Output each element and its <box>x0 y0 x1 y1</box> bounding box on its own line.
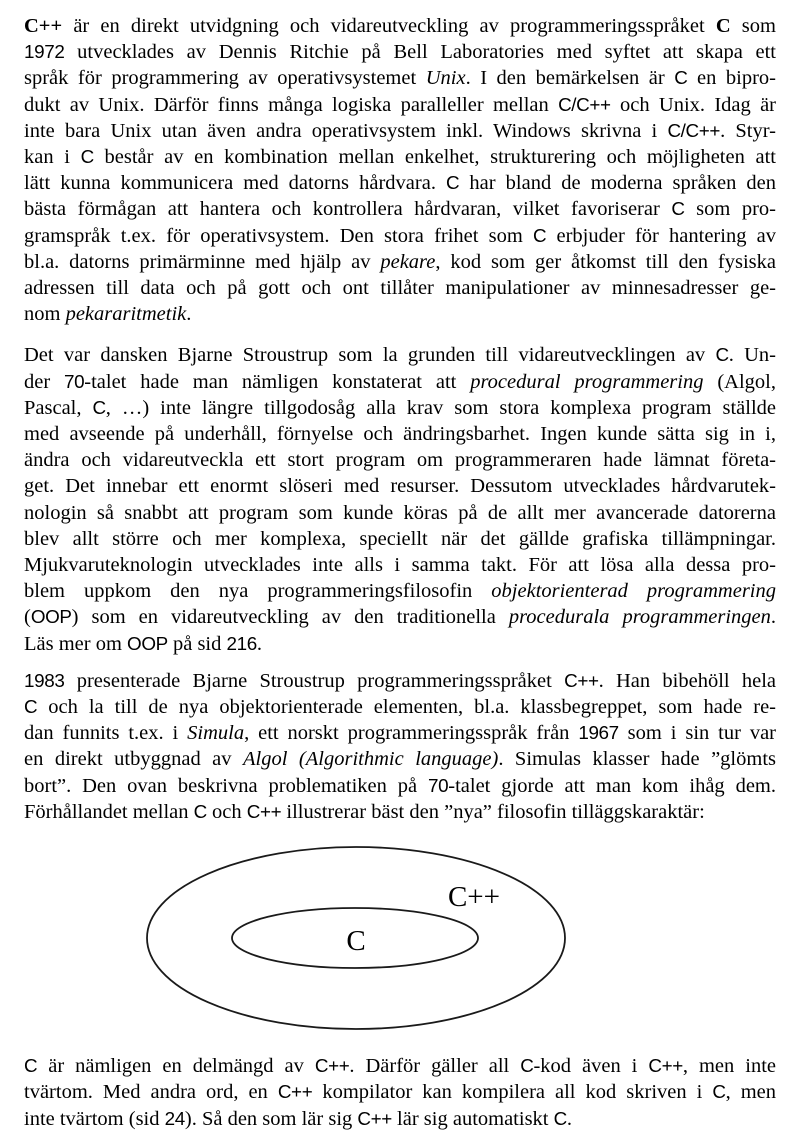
text-run: bort”. Den ovan beskrivna problematiken på <box>24 774 429 797</box>
text-run: med avseende på underhåll, förnyelse och ändringsbarhet. Ingen kunde sätta sig in i, <box>24 423 776 446</box>
venn-diagram-svg <box>24 844 776 1036</box>
text-run: bästa förmågan att hantera och kontrollera hårdvaran, vilket favoriserar <box>24 198 672 221</box>
text-line <box>24 799 776 825</box>
text-line <box>24 552 776 578</box>
text-run: C++ <box>277 1081 313 1103</box>
text-run: (Algol, <box>703 370 776 393</box>
text-line <box>24 421 776 447</box>
text-run: tvärtom. Med andra ord, en <box>24 1081 278 1104</box>
text-line <box>24 92 776 118</box>
text-run: C++ <box>314 1055 350 1077</box>
text-run: och Unix. Idag är <box>610 93 776 116</box>
text-line <box>24 526 776 552</box>
venn-diagram <box>24 844 776 1036</box>
text-line <box>24 223 776 249</box>
text-line <box>24 773 776 799</box>
text-run: C/C++ <box>558 93 611 115</box>
text-run: . Simulas klasser hade ”glömts <box>498 748 777 771</box>
text-line <box>24 249 776 275</box>
text-run: objektorienterad programmering <box>491 580 776 603</box>
text-run: som i sin tur var <box>618 722 776 745</box>
text-run: C <box>715 344 729 366</box>
text-line <box>24 500 776 526</box>
text-run: der <box>24 370 65 393</box>
text-line <box>24 39 776 65</box>
text-run: nologin så snabbt att program som kunde köras på de allt mer avancerade datorerna <box>24 501 776 524</box>
text-run: 24 <box>164 1107 185 1129</box>
text-run: C++ <box>246 800 282 822</box>
text-run: är nämligen en delmängd av <box>37 1055 315 1078</box>
text-run: bl.a. datorns primärminne med hjälp av <box>24 250 381 273</box>
text-run: och la till de nya objektorienterade elementen, bl.a. klassbegreppet, som hade re- <box>37 696 776 719</box>
text-run: blem uppkom den nya programmeringsfilosofin <box>24 580 492 603</box>
text-run: Förhållandet mellan <box>24 800 194 823</box>
text-run: presenterade Bjarne Stroustrup programmeringsspråket <box>64 669 565 692</box>
text-run: 1972 <box>24 41 65 63</box>
text-run: nom <box>24 303 66 326</box>
text-run: . <box>256 632 262 655</box>
text-run: . <box>770 606 776 629</box>
text-run: 70 <box>428 774 449 796</box>
text-run: Pascal, <box>24 396 93 419</box>
text-run: adressen till data och på gott och ont tillåter manipulationer av minnesadresser ge- <box>24 277 776 300</box>
text-run: Simula <box>187 722 245 745</box>
text-run: . Därför gäller all <box>349 1055 521 1078</box>
text-run: C/C++ <box>667 119 721 141</box>
text-run: OOP <box>127 632 168 654</box>
text-run: get. Det innebar ett enormt slöseri med resurser. Dessutom utvecklades hårdvarutek- <box>24 475 776 498</box>
text-run: -kod även i <box>533 1055 649 1078</box>
text-run: OOP <box>30 606 72 628</box>
text-run: . <box>566 1107 572 1130</box>
text-run: C++ <box>24 15 63 37</box>
text-line <box>24 118 776 144</box>
text-run: som pro- <box>684 198 777 221</box>
text-line <box>24 720 776 746</box>
text-run: C++ <box>357 1107 392 1129</box>
text-run: kan i <box>24 146 81 169</box>
text-run: , …) inte längre tillgodosåg alla krav som stora komplexa program ställde <box>105 396 777 419</box>
text-run: , men <box>725 1081 777 1104</box>
text-line <box>24 13 776 39</box>
paragraph-stroustrup-oop <box>24 342 776 656</box>
text-run: C <box>712 1081 726 1103</box>
text-run: C <box>520 1055 534 1077</box>
text-run: pekararitmetik <box>65 303 187 326</box>
text-line <box>24 1079 776 1105</box>
text-run: en bipro- <box>687 67 776 90</box>
text-run: C <box>715 15 731 37</box>
text-run: Unix <box>425 67 466 90</box>
text-run: . Han bibehöll hela <box>598 669 777 692</box>
text-line <box>24 1106 776 1132</box>
text-run: , kod som ger åtkomst till den fysiska <box>435 250 776 273</box>
text-line <box>24 275 776 301</box>
text-run: 1967 <box>578 722 619 744</box>
text-run: ändra och vidareutveckla ett stort program om programmeraren hade lämnat företa- <box>24 449 776 472</box>
paragraph-intro-c <box>24 13 776 327</box>
text-line <box>24 395 776 421</box>
text-line <box>24 631 776 657</box>
text-run: består av en kombination mellan enkelhet, strukturering och möjligheten att <box>93 146 776 169</box>
text-line <box>24 369 776 395</box>
text-run: har bland de moderna språken den <box>459 172 777 195</box>
text-line <box>24 301 776 327</box>
text-run: Läs mer om <box>24 632 128 655</box>
text-line <box>24 447 776 473</box>
text-run: . <box>186 303 192 326</box>
text-run: C <box>674 67 688 89</box>
text-line <box>24 196 776 222</box>
text-run: C <box>80 146 94 168</box>
text-run: och <box>206 800 247 823</box>
text-line <box>24 578 776 604</box>
text-run: , men inte <box>682 1055 776 1078</box>
text-run: procedurala programmeringen <box>508 606 771 629</box>
text-run: pekare <box>380 250 436 273</box>
text-run: dukt av Unix. Därför finns många logiska paralleller mellan <box>24 93 559 116</box>
text-run: ). Så den som lär sig <box>184 1107 358 1130</box>
text-line <box>24 473 776 499</box>
text-run: Mjukvaruteknologin utvecklades inte alls i samma takt. För att lösa alla dessa pro- <box>24 554 776 577</box>
text-run: procedural programmering <box>470 370 704 393</box>
text-run: . Styr- <box>720 119 776 142</box>
text-run: inte bara Unix utan även andra operativsystem inkl. Windows skrivna i <box>24 119 668 142</box>
text-run: kompilator kan kompilera all kod skriven i <box>312 1081 713 1104</box>
text-run: lär sig automatiskt <box>391 1107 554 1130</box>
text-run: . I den bemärkelsen är <box>465 67 675 90</box>
text-run: blev allt större och mer komplexa, speciellt när det gällde grafiska tillämpningar. <box>24 527 776 550</box>
text-run: 1983 <box>24 669 65 691</box>
text-run: ( <box>24 606 31 629</box>
text-run: en direkt utbyggnad av <box>24 748 244 771</box>
text-run: Det var dansken Bjarne Stroustrup som la grunden till vidareutvecklingen av <box>24 344 716 367</box>
text-run: språk för programmering av operativsystemet <box>24 67 426 90</box>
text-run: inte tvärtom (sid <box>24 1107 165 1130</box>
text-line <box>24 170 776 196</box>
text-run: illustrerar bäst den ”nya” filosofin tilläggskaraktär: <box>281 800 705 823</box>
text-run: gramspråk t.ex. för operativsystem. Den stora frihet som <box>24 224 534 247</box>
cpp-label: C++ <box>447 881 501 914</box>
text-line <box>24 746 776 772</box>
text-run: , ett norskt programmeringsspråk från <box>244 722 579 745</box>
text-line <box>24 65 776 91</box>
text-run: . Un- <box>728 344 776 367</box>
text-run: C <box>671 198 685 220</box>
text-run: 216 <box>226 632 257 654</box>
text-line <box>24 1053 776 1079</box>
text-run: dan funnits t.ex. i <box>24 722 188 745</box>
text-run: utvecklades av Dennis Ritchie på Bell Laboratories med syftet att skapa ett <box>64 41 776 64</box>
text-run: C <box>193 800 207 822</box>
text-line <box>24 668 776 694</box>
text-line <box>24 144 776 170</box>
text-run: 70 <box>64 370 85 392</box>
text-run: Algol (Algorithmic language) <box>243 748 499 771</box>
text-line <box>24 604 776 630</box>
text-run: C <box>24 696 38 718</box>
text-run: på sid <box>167 632 227 655</box>
text-run: C <box>24 1055 38 1077</box>
text-line <box>24 694 776 720</box>
c-label: C <box>346 925 366 958</box>
text-run: C <box>446 172 460 194</box>
text-run: C++ <box>564 669 599 691</box>
text-run: lätt kunna kommunicera med datorns hårdvara. <box>24 172 447 195</box>
text-run: är en direkt utvidgning och vidareutveckling av programmeringsspråket <box>62 15 716 37</box>
text-run: erbjuder för hantering av <box>546 224 776 247</box>
text-run: ) som en vidareutveckling av den traditionella <box>71 606 509 629</box>
text-run: C++ <box>648 1055 683 1077</box>
text-run: C <box>553 1107 567 1129</box>
text-run: -talet hade man nämligen konstaterat att <box>84 370 471 393</box>
text-run: som <box>730 15 776 37</box>
text-line <box>24 342 776 368</box>
text-run: C <box>533 224 547 246</box>
paragraph-1983-cpp <box>24 668 776 825</box>
text-run: -talet gjorde att man kom ihåg dem. <box>448 774 776 797</box>
text-run: C <box>92 396 106 418</box>
paragraph-subset-conclusion <box>24 1053 776 1132</box>
